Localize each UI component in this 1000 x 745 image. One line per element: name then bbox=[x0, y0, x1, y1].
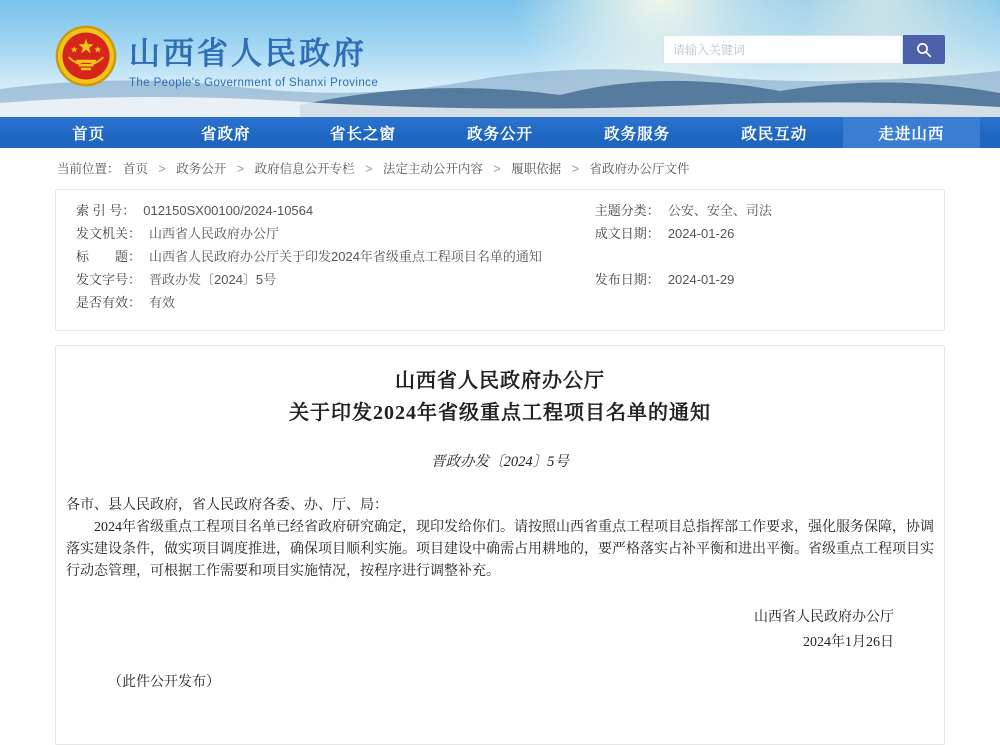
meta-row-title bbox=[76, 249, 585, 265]
document-footer-note: （此件公开发布） bbox=[108, 675, 220, 690]
nav-item-gov-services[interactable]: 政务服务 bbox=[604, 125, 671, 143]
breadcrumb-link-disclosure[interactable]: 政务公开 bbox=[176, 162, 227, 176]
breadcrumb-separator: > bbox=[365, 162, 373, 176]
meta-row-index-number bbox=[76, 203, 585, 219]
breadcrumb-link-info-column[interactable]: 政府信息公开专栏 bbox=[254, 162, 355, 176]
document-signer: 山西省人民政府办公厅 bbox=[754, 610, 894, 625]
document-signature-block bbox=[66, 605, 934, 655]
main-navigation bbox=[0, 117, 1000, 148]
site-subtitle: The People's Government of Shanxi Province bbox=[129, 77, 379, 89]
meta-row-doc-number bbox=[76, 272, 585, 288]
meta-row-written-date bbox=[595, 226, 924, 242]
document-sign-date: 2024年1月26日 bbox=[803, 635, 894, 650]
nav-item-provincial-government[interactable]: 省政府 bbox=[200, 125, 251, 143]
meta-row-spacer bbox=[595, 249, 924, 265]
document-content-panel bbox=[55, 345, 945, 745]
breadcrumb bbox=[55, 148, 945, 187]
nav-item-governor-window[interactable]: 省长之窗 bbox=[329, 125, 396, 143]
meta-label: 索 引 号： bbox=[76, 203, 136, 218]
meta-row-issuing-agency bbox=[76, 226, 585, 242]
breadcrumb-separator: > bbox=[158, 162, 166, 176]
meta-label: 成文日期： bbox=[594, 226, 660, 241]
site-title-block bbox=[129, 28, 378, 89]
meta-label: 是否有效： bbox=[76, 295, 142, 310]
nav-item-gov-disclosure[interactable]: 政务公开 bbox=[466, 125, 533, 143]
meta-label: 发文字号： bbox=[76, 272, 142, 287]
document-title-line2: 关于印发2024年省级重点工程项目名单的通知 bbox=[289, 402, 711, 424]
meta-label: 发布日期： bbox=[594, 272, 660, 287]
breadcrumb-label: 当前位置： bbox=[57, 162, 120, 176]
search-input[interactable] bbox=[663, 35, 903, 64]
meta-value: 晋政办发〔2024〕5号 bbox=[149, 272, 277, 287]
breadcrumb-separator: > bbox=[571, 162, 579, 176]
meta-value: 012150SX00100/2024-10564 bbox=[143, 203, 314, 218]
document-title-line1: 山西省人民政府办公厅 bbox=[395, 370, 605, 392]
meta-row-publish-date bbox=[595, 272, 924, 288]
breadcrumb-link-home[interactable]: 首页 bbox=[123, 162, 149, 176]
meta-value: 公安、安全、司法 bbox=[667, 203, 772, 218]
meta-value: 山西省人民政府办公厅 bbox=[149, 226, 280, 241]
nav-item-discover-shanxi[interactable]: 走进山西 bbox=[843, 117, 980, 148]
document-meta-panel bbox=[55, 189, 945, 331]
nav-item-public-interaction[interactable]: 政民互动 bbox=[741, 125, 808, 143]
breadcrumb-link-office-documents[interactable]: 省政府办公厅文件 bbox=[589, 162, 690, 176]
meta-label: 发文机关： bbox=[76, 226, 142, 241]
meta-value: 2024-01-29 bbox=[667, 272, 735, 287]
breadcrumb-link-duty-basis[interactable]: 履职依据 bbox=[511, 162, 562, 176]
meta-value: 2024-01-26 bbox=[667, 226, 735, 241]
meta-label: 标 题： bbox=[76, 249, 142, 264]
meta-value: 山西省人民政府办公厅关于印发2024年省级重点工程项目名单的通知 bbox=[149, 249, 542, 264]
nav-item-home[interactable]: 首页 bbox=[72, 125, 106, 143]
breadcrumb-link-statutory-content[interactable]: 法定主动公开内容 bbox=[382, 162, 483, 176]
document-number: 晋政办发〔2024〕5号 bbox=[431, 454, 569, 470]
search-area bbox=[663, 35, 945, 64]
breadcrumb-separator: > bbox=[493, 162, 501, 176]
site-title: 山西省人民政府 bbox=[129, 36, 367, 71]
breadcrumb-separator: > bbox=[236, 162, 245, 176]
site-header bbox=[0, 0, 1000, 117]
document-title bbox=[66, 365, 934, 429]
search-button[interactable] bbox=[903, 35, 945, 64]
meta-row-validity bbox=[76, 295, 585, 311]
meta-value: 有效 bbox=[149, 295, 176, 310]
meta-label: 主题分类： bbox=[594, 203, 660, 218]
document-paragraph: 2024年省级重点工程项目名单已经省政府研究确定，现印发给你们。请按照山西省重点工程项目总指挥部工作要求，强化服务保障，协调落实建设条件，做实项目调度推进，确保项目顺利实施。项目建设中确需占用耕地的，要严格落实占补平衡和进出平衡。省级重点工程项目实行动态管理，可根据工作需要和项目实施情况，按程序进行调整补充。 bbox=[66, 520, 934, 579]
meta-row-topic-category bbox=[595, 203, 924, 219]
document-salutation: 各市、县人民政府，省人民政府各委、办、厅、局： bbox=[66, 498, 388, 513]
national-emblem-icon bbox=[55, 25, 117, 87]
search-icon bbox=[916, 42, 932, 58]
